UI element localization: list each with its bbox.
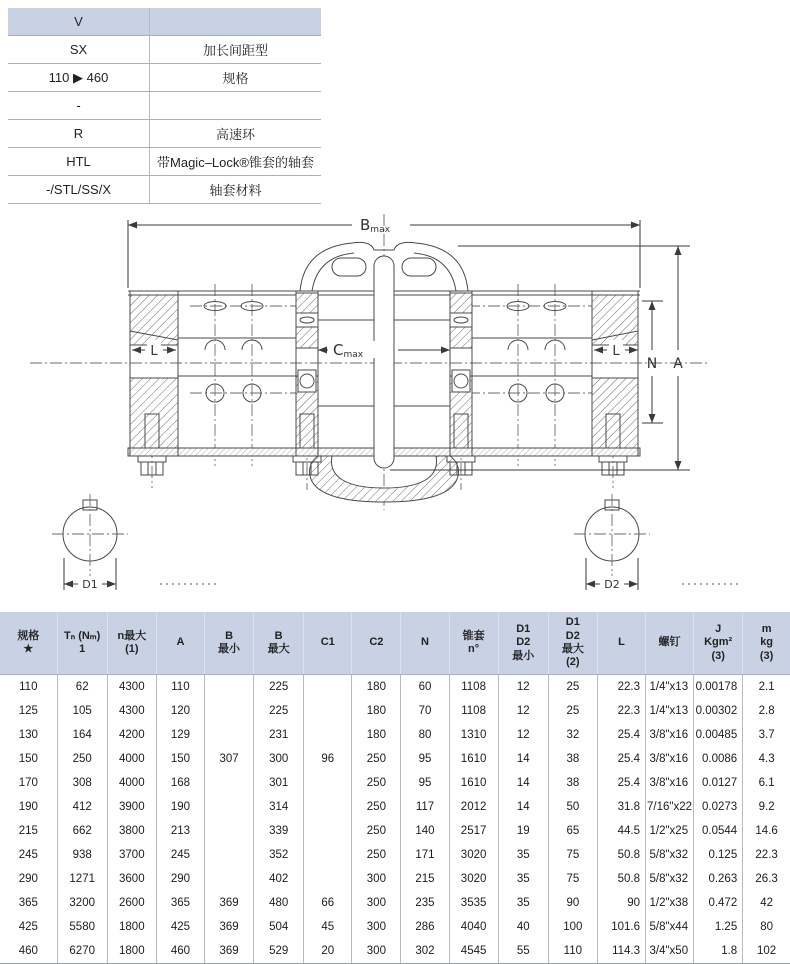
table-cell-l: 44.5 (597, 819, 645, 843)
table-cell-d12min: 55 (498, 939, 548, 964)
table-cell-m: 2.8 (743, 699, 790, 723)
table-cell-l: 50.8 (597, 843, 645, 867)
table-cell-bush: 1610 (449, 771, 498, 795)
table-cell-c1 (304, 699, 352, 723)
spec-desc (150, 92, 321, 119)
dim-label-bmax: Bmax (360, 216, 390, 235)
column-header-bush: 锥套 n° (449, 612, 498, 675)
table-cell-nmax: 4300 (107, 699, 156, 723)
spec-desc: 规格 (222, 71, 249, 86)
column-header-d12min: D1 D2 最小 (498, 612, 548, 675)
dim-label-d2: D2 (604, 578, 620, 591)
table-cell-a: 290 (156, 867, 204, 891)
table-cell-n: 140 (401, 819, 449, 843)
table-cell-bmin: 369 (204, 915, 253, 939)
dim-label-l-right: L (612, 344, 620, 359)
table-row (0, 819, 790, 843)
table-cell-m: 26.3 (743, 867, 790, 891)
table-cell-a: 365 (156, 891, 204, 915)
table-cell-size: 110 (19, 681, 38, 693)
table-cell-d12max: 50 (548, 795, 597, 819)
table-cell-tn: 308 (57, 771, 107, 795)
table-cell-screw: 1/4"x13 (646, 675, 694, 700)
table-cell-c2: 300 (352, 939, 401, 964)
table-cell-d12min: 35 (498, 891, 548, 915)
table-cell-tn: 62 (57, 675, 107, 700)
table-cell-n: 95 (401, 747, 449, 771)
table-cell-l: 25.4 (597, 723, 645, 747)
table-cell-bush: 3535 (449, 891, 498, 915)
table-cell-d12max: 65 (548, 819, 597, 843)
table-cell-d12min: 12 (498, 699, 548, 723)
table-cell-screw: 3/8"x16 (646, 747, 694, 771)
table-cell-n: 235 (401, 891, 449, 915)
table-cell-d12max: 100 (548, 915, 597, 939)
table-cell-d12max: 110 (548, 939, 597, 964)
spec-desc: 轴套材料 (209, 183, 262, 198)
table-cell-j: 0.0273 (694, 795, 743, 819)
table-cell-a: 460 (156, 939, 204, 964)
table-cell-size: 290 (18, 873, 38, 885)
table-cell-a: 150 (156, 747, 204, 771)
table-cell-nmax: 3700 (107, 843, 156, 867)
tire-element (300, 242, 468, 502)
table-row (0, 699, 790, 723)
table-cell-c2: 250 (352, 747, 401, 771)
table-cell-c2: 300 (352, 867, 401, 891)
table-cell-screw: 3/8"x16 (646, 771, 694, 795)
spec-desc: 加长间距型 (202, 43, 268, 58)
table-cell-d12min: 12 (498, 723, 548, 747)
table-cell-j: 0.0086 (694, 747, 743, 771)
table-cell-m: 9.2 (743, 795, 790, 819)
table-cell-c2: 300 (352, 915, 401, 939)
table-cell-d12min: 19 (498, 819, 548, 843)
table-cell-d12max: 38 (548, 771, 597, 795)
table-cell-d12max: 75 (548, 867, 597, 891)
table-cell-m: 102 (743, 939, 790, 964)
table-cell-n: 302 (401, 939, 449, 964)
table-cell-nmax: 4000 (107, 747, 156, 771)
table-cell-tn: 938 (57, 843, 107, 867)
column-header-j: J Kgm² (3) (694, 612, 743, 675)
table-cell-bmax: 529 (254, 939, 304, 964)
table-cell-l: 22.3 (597, 699, 645, 723)
table-cell-screw: 5/8"x44 (646, 915, 694, 939)
spec-row (8, 120, 321, 148)
table-cell-d12min: 35 (498, 843, 548, 867)
spec-code: SX (8, 36, 150, 63)
table-cell-bmin (204, 843, 253, 867)
table-cell-c2: 180 (352, 699, 401, 723)
table-cell-n: 80 (401, 723, 449, 747)
table-cell-d12max: 25 (548, 699, 597, 723)
spec-row (8, 92, 321, 120)
table-cell-m: 22.3 (743, 843, 790, 867)
data-table-body (0, 675, 790, 964)
spec-code: HTL (8, 148, 150, 175)
table-cell-bmax: 314 (254, 795, 304, 819)
table-cell-c1: 96 (304, 747, 352, 771)
table-cell-a: 425 (156, 915, 204, 939)
table-cell-bush: 2012 (449, 795, 498, 819)
table-cell-j: 0.00302 (694, 699, 743, 723)
table-cell-nmax: 4300 (107, 675, 156, 700)
table-cell-c1: 20 (304, 939, 352, 964)
table-cell-a: 129 (156, 723, 204, 747)
spec-row (8, 36, 321, 64)
table-cell-j: 0.125 (694, 843, 743, 867)
table-cell-screw: 5/8"x32 (646, 867, 694, 891)
table-cell-a: 245 (156, 843, 204, 867)
table-cell-size: 150 (18, 753, 38, 765)
table-cell-a: 213 (156, 819, 204, 843)
table-cell-bmax: 225 (254, 675, 304, 700)
table-cell-d12min: 35 (498, 867, 548, 891)
table-cell-l: 22.3 (597, 675, 645, 700)
table-cell-bush: 1310 (449, 723, 498, 747)
table-cell-c1 (304, 843, 352, 867)
table-cell-l: 31.8 (597, 795, 645, 819)
table-cell-tn: 5580 (57, 915, 107, 939)
table-cell-l: 114.3 (597, 939, 645, 964)
table-cell-n: 60 (401, 675, 449, 700)
spec-desc: 带Magic–Lock®锥套的轴套 (157, 155, 314, 170)
data-table (0, 612, 790, 964)
table-cell-nmax: 3900 (107, 795, 156, 819)
table-cell-l: 25.4 (597, 771, 645, 795)
table-cell-tn: 662 (57, 819, 107, 843)
table-cell-bush: 3020 (449, 867, 498, 891)
table-cell-size: 365 (18, 897, 38, 909)
table-cell-a: 110 (156, 675, 204, 700)
table-cell-c1 (304, 723, 352, 747)
column-header-d12max: D1 D2 最大 (2) (548, 612, 597, 675)
table-cell-tn: 1271 (57, 867, 107, 891)
table-cell-bmax: 504 (254, 915, 304, 939)
column-header-size: 规格 ★ (0, 612, 57, 675)
table-cell-screw: 1/4"x13 (646, 699, 694, 723)
table-cell-l: 90 (597, 891, 645, 915)
table-cell-size: 170 (18, 777, 38, 789)
column-header-c2: C2 (352, 612, 401, 675)
table-cell-d12max: 75 (548, 843, 597, 867)
table-row (0, 723, 790, 747)
table-cell-bmin (204, 819, 253, 843)
table-cell-l: 50.8 (597, 867, 645, 891)
table-cell-c2: 250 (352, 771, 401, 795)
table-cell-j: 0.472 (694, 891, 743, 915)
table-cell-bmax: 480 (254, 891, 304, 915)
spec-code: - (8, 92, 150, 119)
coupling-drawing-svg (0, 198, 790, 604)
table-cell-bmin (204, 675, 253, 700)
column-header-bmax: B 最大 (254, 612, 304, 675)
table-cell-n: 117 (401, 795, 449, 819)
table-cell-c1 (304, 819, 352, 843)
table-cell-screw: 3/8"x16 (646, 723, 694, 747)
table-cell-bmin (204, 771, 253, 795)
table-cell-d12max: 90 (548, 891, 597, 915)
table-cell-m: 4.3 (743, 747, 790, 771)
table-cell-c1: 45 (304, 915, 352, 939)
table-cell-bmax: 300 (254, 747, 304, 771)
table-cell-nmax: 1800 (107, 915, 156, 939)
table-row (0, 747, 790, 771)
table-cell-d12max: 25 (548, 675, 597, 700)
table-cell-size: 460 (0, 939, 57, 964)
column-header-l: L (597, 612, 645, 675)
table-cell-nmax: 4000 (107, 771, 156, 795)
table-cell-bush: 3020 (449, 843, 498, 867)
table-cell-j: 1.25 (694, 915, 743, 939)
dim-label-n: N (646, 356, 658, 372)
table-cell-bmax: 225 (254, 699, 304, 723)
table-row (0, 843, 790, 867)
table-cell-bmax: 339 (254, 819, 304, 843)
column-header-c1: C1 (304, 612, 352, 675)
table-cell-screw: 1/2"x38 (646, 891, 694, 915)
table-cell-c2: 180 (352, 675, 401, 700)
table-cell-size: 190 (18, 801, 38, 813)
table-cell-d12min: 12 (498, 675, 548, 700)
table-cell-d12min: 14 (498, 771, 548, 795)
table-cell-n: 286 (401, 915, 449, 939)
table-cell-c1: 66 (304, 891, 352, 915)
spec-code: -/STL/SS/X (8, 176, 150, 203)
table-cell-tn: 6270 (57, 939, 107, 964)
table-row (0, 939, 790, 964)
table-cell-d12min: 14 (498, 747, 548, 771)
table-cell-j: 1.8 (694, 939, 743, 964)
table-cell-l: 101.6 (597, 915, 645, 939)
column-header-nmax: n最大 (1) (107, 612, 156, 675)
table-cell-c2: 300 (352, 891, 401, 915)
table-cell-m: 2.1 (743, 675, 790, 700)
table-cell-c1 (304, 675, 352, 700)
table-cell-bush: 1108 (449, 675, 498, 700)
dim-label-a: A (673, 356, 683, 372)
table-cell-m: 6.1 (743, 771, 790, 795)
table-cell-n: 70 (401, 699, 449, 723)
table-cell-c2: 180 (352, 723, 401, 747)
table-cell-screw: 3/4"x50 (646, 939, 694, 964)
table-cell-bmax: 352 (254, 843, 304, 867)
column-header-a: A (156, 612, 204, 675)
spec-row (8, 8, 321, 36)
column-header-screw: 螺钉 (646, 612, 694, 675)
table-cell-size: 130 (18, 729, 38, 741)
table-cell-bush: 1108 (449, 699, 498, 723)
spec-desc: 高速环 (215, 127, 255, 142)
table-cell-bmin (204, 699, 253, 723)
table-cell-c1 (304, 771, 352, 795)
table-cell-j: 0.00485 (694, 723, 743, 747)
table-cell-n: 171 (401, 843, 449, 867)
table-cell-j: 0.263 (694, 867, 743, 891)
table-cell-a: 168 (156, 771, 204, 795)
spec-code: 110 ▶ 460 (8, 64, 150, 91)
table-cell-m: 80 (743, 915, 790, 939)
table-cell-bmin: 369 (204, 891, 253, 915)
table-cell-c1 (304, 867, 352, 891)
table-row (0, 891, 790, 915)
center-spacer-pin (374, 256, 394, 468)
table-cell-d12max: 38 (548, 747, 597, 771)
table-cell-bmin: 307 (204, 747, 253, 771)
table-cell-m: 42 (743, 891, 790, 915)
table-cell-d12max: 32 (548, 723, 597, 747)
table-cell-c1 (304, 795, 352, 819)
table-cell-nmax: 2600 (107, 891, 156, 915)
table-cell-n: 95 (401, 771, 449, 795)
column-header-n: N (401, 612, 449, 675)
table-cell-j: 0.0544 (694, 819, 743, 843)
dim-label-d1: D1 (82, 578, 98, 591)
table-cell-bmin (204, 795, 253, 819)
table-cell-bush: 4545 (449, 939, 498, 964)
table-cell-tn: 105 (57, 699, 107, 723)
table-row (0, 795, 790, 819)
spec-desc (150, 8, 321, 35)
table-cell-bush: 2517 (449, 819, 498, 843)
table-cell-c2: 250 (352, 819, 401, 843)
table-cell-size: 245 (18, 849, 38, 861)
table-cell-bmin (204, 867, 253, 891)
table-cell-bmax: 301 (254, 771, 304, 795)
table-cell-nmax: 4200 (107, 723, 156, 747)
table-cell-nmax: 3800 (107, 819, 156, 843)
table-cell-size: 215 (18, 825, 38, 837)
table-cell-m: 3.7 (743, 723, 790, 747)
table-cell-tn: 3200 (57, 891, 107, 915)
spec-row (8, 148, 321, 176)
table-row (0, 867, 790, 891)
table-cell-bush: 1610 (449, 747, 498, 771)
table-cell-tn: 250 (57, 747, 107, 771)
spec-table (8, 8, 321, 204)
table-cell-m: 14.6 (743, 819, 790, 843)
table-cell-a: 120 (156, 699, 204, 723)
spec-row (8, 64, 321, 92)
spec-code: V (8, 8, 150, 35)
column-header-bmin: B 最小 (204, 612, 253, 675)
table-cell-j: 0.00178 (694, 675, 743, 700)
dim-label-cmax: Cmax (333, 341, 364, 360)
table-cell-bmin (204, 723, 253, 747)
table-cell-d12min: 40 (498, 915, 548, 939)
table-cell-c2: 250 (352, 795, 401, 819)
dim-label-l-left: L (150, 344, 158, 359)
table-cell-tn: 164 (57, 723, 107, 747)
table-cell-size: 425 (18, 921, 38, 933)
table-row (0, 915, 790, 939)
spec-code: R (8, 120, 150, 147)
table-cell-j: 0.0127 (694, 771, 743, 795)
table-cell-c2: 250 (352, 843, 401, 867)
coupling-drawing (0, 198, 790, 604)
table-cell-l: 25.4 (597, 747, 645, 771)
table-row (0, 771, 790, 795)
table-cell-bmin: 369 (204, 939, 253, 964)
data-table-header-row (0, 612, 790, 675)
table-cell-screw: 1/2"x25 (646, 819, 694, 843)
table-cell-bush: 4040 (449, 915, 498, 939)
column-header-tn: Tₙ (Nₘ) 1 (57, 612, 107, 675)
table-cell-screw: 5/8"x32 (646, 843, 694, 867)
table-cell-bmax: 231 (254, 723, 304, 747)
table-cell-n: 215 (401, 867, 449, 891)
table-cell-size: 125 (18, 705, 38, 717)
column-header-m: m kg (3) (743, 612, 790, 675)
table-cell-screw: 7/16"x22 (646, 795, 694, 819)
table-cell-nmax: 3600 (107, 867, 156, 891)
table-cell-d12min: 14 (498, 795, 548, 819)
table-cell-bmax: 402 (254, 867, 304, 891)
table-cell-tn: 412 (57, 795, 107, 819)
table-cell-nmax: 1800 (107, 939, 156, 964)
table-row (0, 675, 790, 700)
table-cell-a: 190 (156, 795, 204, 819)
